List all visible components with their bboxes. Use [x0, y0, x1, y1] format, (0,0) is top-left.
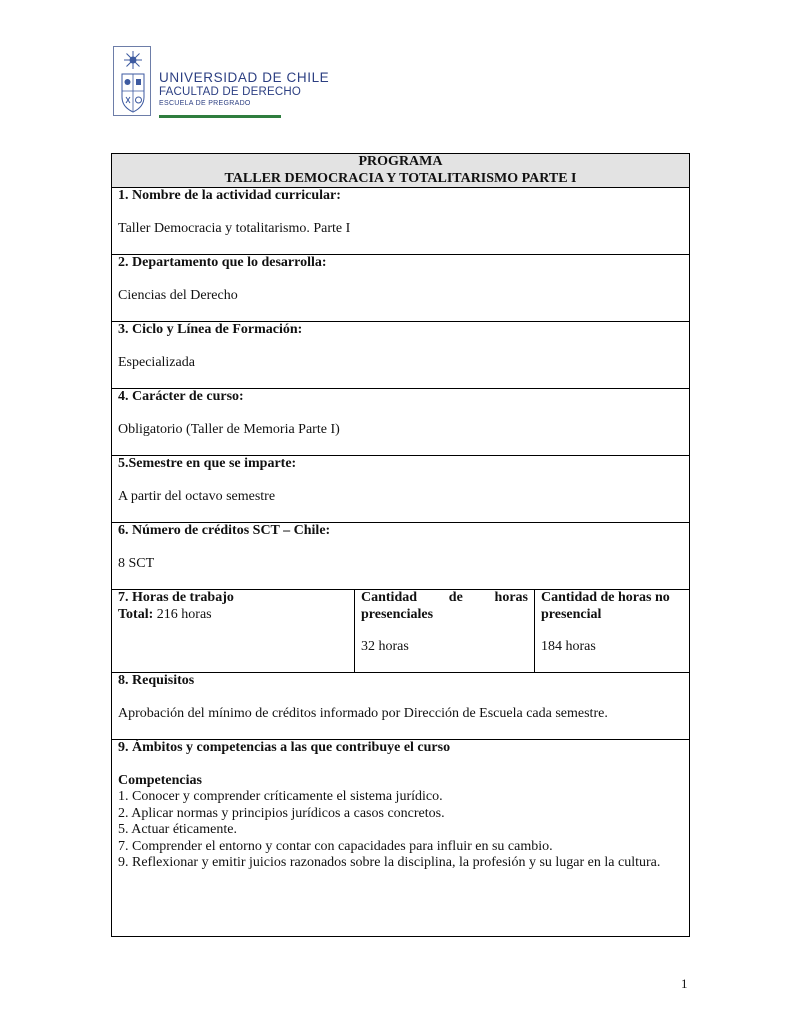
section-creditos — [112, 523, 690, 590]
university-seal — [113, 46, 151, 116]
hours-total-label: Total: — [118, 606, 154, 622]
program-title: TALLER DEMOCRACIA Y TOTALITARISMO PARTE I — [224, 170, 577, 186]
section-caracter — [112, 389, 690, 456]
logo-faculty-name: FACULTAD DE DERECHO — [159, 86, 302, 98]
hours-presencial-label: Cantidad de horas presenciales — [361, 590, 528, 622]
section-label: 3. Ciclo y Línea de Formación: — [118, 322, 303, 337]
list-item: 5. Actuar éticamente. — [118, 822, 237, 837]
program-heading: PROGRAMA — [358, 154, 443, 169]
section-label: 1. Nombre de la actividad curricular: — [118, 188, 341, 203]
hours-presencial-value: 32 horas — [361, 639, 409, 654]
section-value: 8 SCT — [118, 555, 155, 571]
page-number: 1 — [681, 976, 688, 991]
hours-no-presencial-value: 184 horas — [541, 639, 596, 654]
logo-school-name: ESCUELA DE PREGRADO — [159, 100, 251, 107]
section-label: 9. Ámbitos y competencias a las que contribuye el curso — [118, 740, 451, 755]
section-label: 5.Semestre en que se imparte: — [118, 456, 297, 471]
list-item: 2. Aplicar normas y principios jurídicos a casos concretos. — [118, 805, 445, 821]
hours-no-presencial-cell — [535, 590, 690, 673]
list-item: 9. Reflexionar y emitir juicios razonados sobre la disciplina, la profesión y su lugar en la cultura. — [118, 855, 661, 870]
section-departamento — [112, 255, 690, 322]
competencias-title: Competencias — [118, 772, 202, 788]
section-semestre — [112, 456, 690, 523]
competencias-list — [118, 789, 683, 872]
section-label: 6. Número de créditos SCT – Chile: — [118, 523, 331, 538]
section-value: Especializada — [118, 354, 195, 370]
logo-university-name: UNIVERSIDAD DE CHILE — [159, 70, 330, 85]
seal-icon — [114, 47, 152, 117]
university-logo — [113, 46, 330, 120]
hours-label: 7. Horas de trabajo — [118, 590, 234, 605]
section-label: 2. Departamento que lo desarrolla: — [118, 255, 327, 270]
section-value: A partir del octavo semestre — [118, 488, 276, 504]
section-value: Taller Democracia y totalitarismo. Parte I — [118, 220, 351, 236]
section-label: 4. Carácter de curso: — [118, 389, 244, 404]
hours-presencial-cell — [355, 590, 535, 673]
section-value: Obligatorio (Taller de Memoria Parte I) — [118, 421, 340, 437]
logo-text — [159, 70, 329, 108]
hours-total-value: 216 horas — [153, 606, 212, 622]
section-value: Ciencias del Derecho — [118, 287, 238, 303]
logo-underline — [159, 115, 281, 118]
section-label: 8. Requisitos — [118, 673, 195, 688]
hours-total-cell — [112, 590, 355, 673]
section-requisitos — [112, 673, 690, 740]
program-header — [112, 154, 690, 188]
section-nombre — [112, 188, 690, 255]
section-ciclo — [112, 322, 690, 389]
list-item: 7. Comprender el entorno y contar con capacidades para influir en su cambio. — [118, 838, 553, 854]
hours-total — [118, 607, 348, 624]
section-value: Aprobación del mínimo de créditos informado por Dirección de Escuela cada semestre. — [118, 705, 608, 721]
program-table — [111, 153, 690, 937]
section-ambitos — [112, 740, 690, 937]
hours-no-presencial-label: Cantidad de horas no presencial — [541, 590, 670, 622]
list-item: 1. Conocer y comprender críticamente el sistema jurídico. — [118, 789, 443, 804]
